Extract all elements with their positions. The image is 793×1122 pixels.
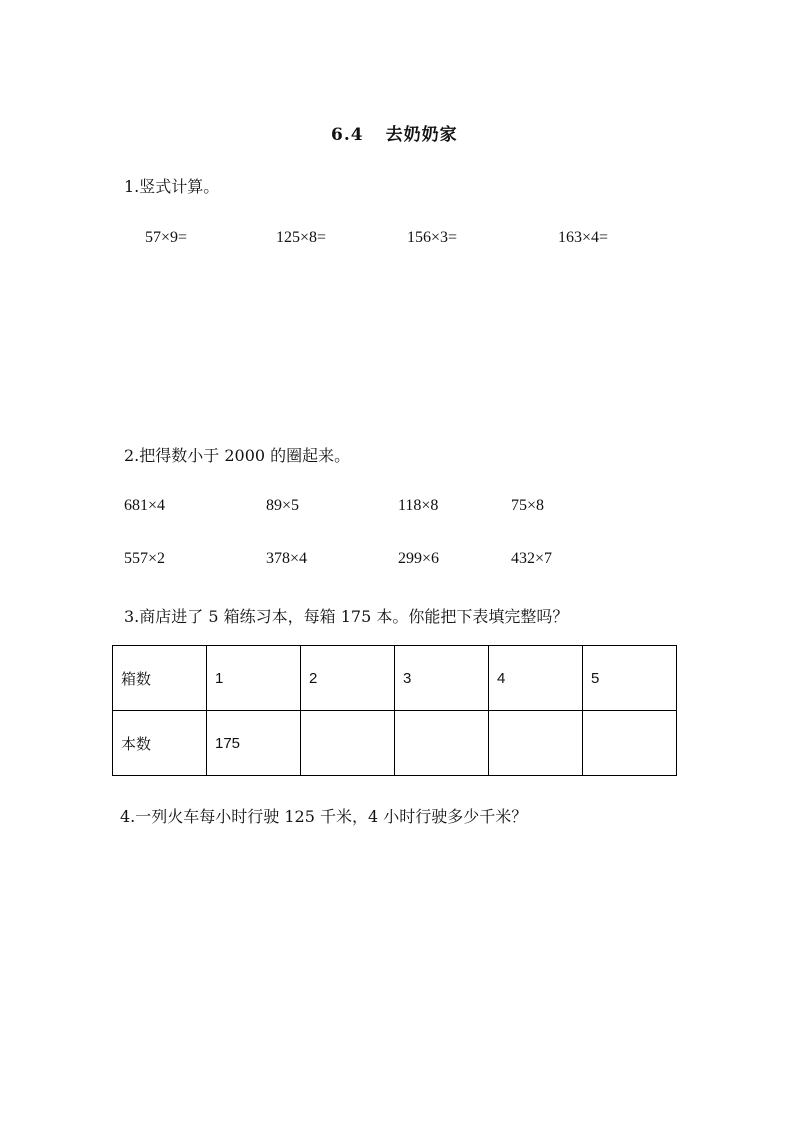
q1-problem: 156×3= — [407, 229, 458, 246]
table-cell-blank[interactable] — [301, 711, 395, 776]
question-2-prompt: 2.把得数小于 2000 的圈起来。 — [124, 446, 351, 465]
table-cell: 3 — [395, 646, 489, 711]
q1-problem: 125×8= — [276, 229, 327, 246]
q1-problem: 163×4= — [558, 229, 609, 246]
table-cell: 2 — [301, 646, 395, 711]
q2-expression: 75×8 — [511, 497, 545, 514]
table-cell-blank[interactable] — [489, 711, 583, 776]
q2-expression: 89×5 — [266, 497, 300, 514]
question-4-prompt: 4.一列火车每小时行驶 125 千米，4 小时行驶多少千米？ — [120, 807, 528, 826]
table-cell: 4 — [489, 646, 583, 711]
question-1-prompt: 1.竖式计算。 — [124, 177, 220, 196]
section-name: 去奶奶家 — [385, 125, 458, 145]
table-cell: 5 — [583, 646, 677, 711]
table-row — [113, 711, 677, 776]
q1-problem: 57×9= — [145, 229, 188, 246]
table-header-cell: 本数 — [113, 711, 207, 776]
table-cell-blank[interactable] — [395, 711, 489, 776]
q2-expression: 681×4 — [124, 497, 166, 514]
boxes-table — [112, 645, 677, 776]
table-header-cell: 箱数 — [113, 646, 207, 711]
table-cell-blank[interactable] — [583, 711, 677, 776]
q2-expression: 378×4 — [266, 550, 308, 567]
question-3-prompt: 3.商店进了 5 箱练习本，每箱 175 本。你能把下表填完整吗？ — [124, 607, 569, 626]
q2-expression: 118×8 — [398, 497, 439, 514]
q2-expression: 557×2 — [124, 550, 166, 567]
q2-expression: 299×6 — [398, 550, 440, 567]
q2-expression: 432×7 — [511, 550, 553, 567]
table-cell: 175 — [207, 711, 301, 776]
table-row — [113, 646, 677, 711]
section-number: 6.4 — [331, 125, 364, 145]
page-title — [331, 120, 458, 145]
table-cell: 1 — [207, 646, 301, 711]
